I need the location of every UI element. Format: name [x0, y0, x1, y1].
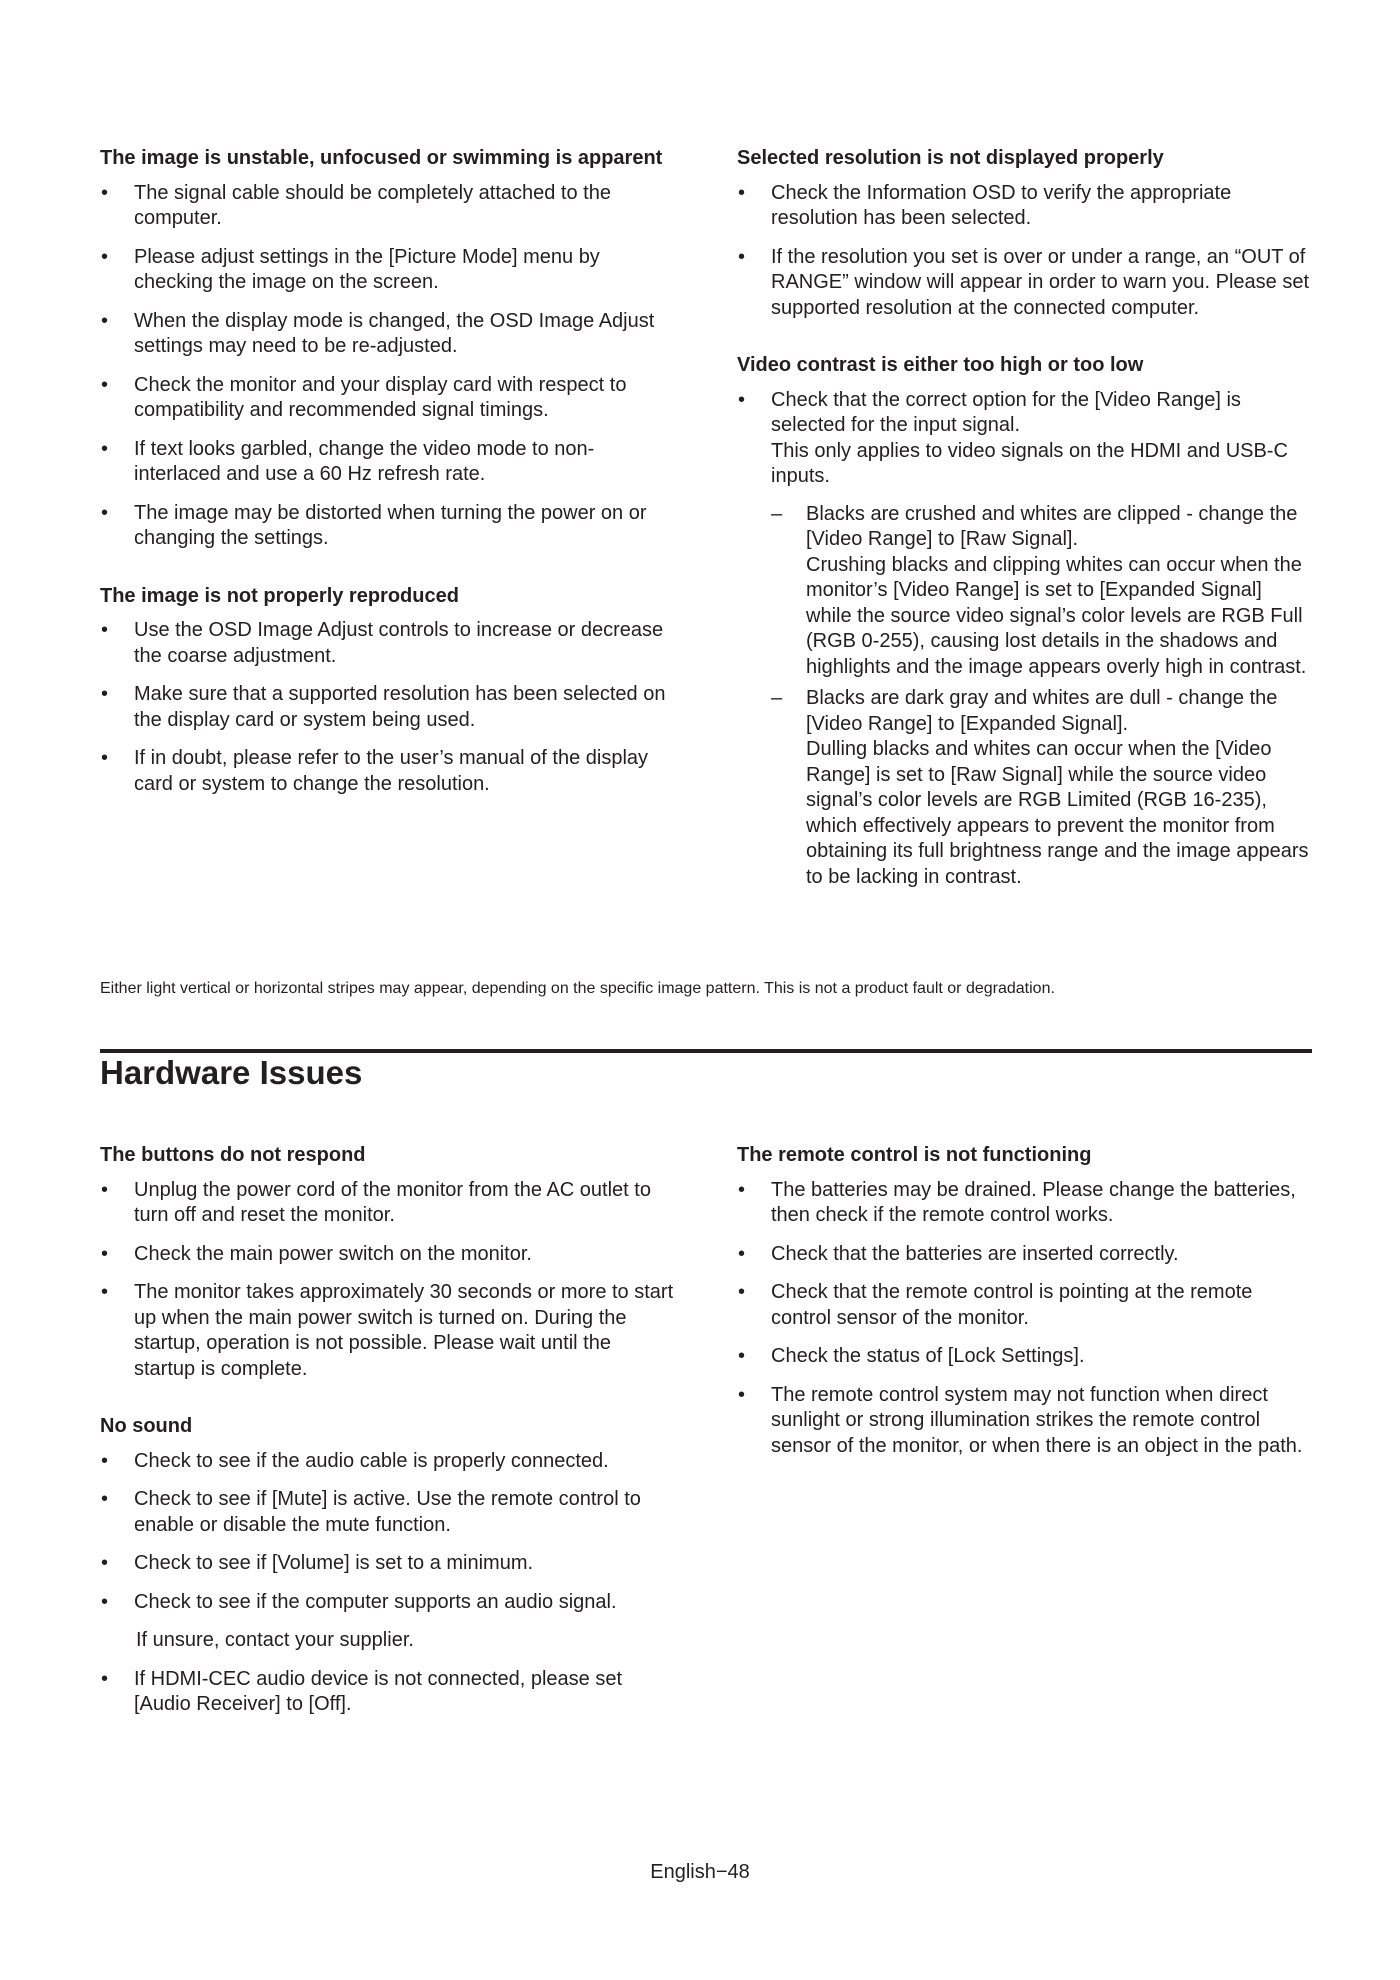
list-item: • Check the main power switch on the monitor.: [100, 1242, 675, 1268]
list-item: • Check the Information OSD to verify the appropriate resolution has been selected.: [737, 181, 1312, 232]
footnote: Either light vertical or horizontal stripes may appear, depending on the specific image pattern. This is not a product fault or degradation.: [100, 980, 1055, 997]
list-item: • Unplug the power cord of the monitor from the AC outlet to turn off and reset the monitor.: [100, 1178, 675, 1229]
list-item: • If in doubt, please refer to the user’s manual of the display card or system to change the resolution.: [100, 746, 675, 797]
item-text: This only applies to video signals on the HDMI and USB-C inputs.: [771, 439, 1288, 487]
dash-item-heading: – Blacks are crushed and whites are clipped - change the [Video Range] to [Raw Signal].: [806, 502, 1298, 550]
list-item: • Check the status of [Lock Settings].: [737, 1344, 1312, 1370]
section-video-contrast: [737, 353, 1312, 890]
list-item: • Check the monitor and your display card with respect to compatibility and recommended signal timings.: [100, 373, 675, 424]
list-item: • The remote control system may not function when direct sunlight or strong illumination strikes the remote control sensor of the monitor, or when there is an object in the path.: [737, 1383, 1312, 1460]
section-title: The image is not properly reproduced: [100, 584, 459, 607]
section-remote-control: [737, 1143, 1312, 1459]
hardware-right-column: [737, 1143, 1312, 1479]
hardware-left-column: [100, 1143, 675, 1738]
list-item: • If text looks garbled, change the video mode to non-interlaced and use a 60 Hz refresh rate.: [100, 437, 675, 488]
section-buttons-not-respond: [100, 1143, 675, 1382]
top-right-column: [737, 146, 1312, 910]
list-item: • Please adjust settings in the [Picture Mode] menu by checking the image on the screen.: [100, 245, 675, 296]
bullet-list: [100, 181, 675, 552]
list-item: • When the display mode is changed, the OSD Image Adjust settings may need to be re-adjusted.: [100, 309, 675, 360]
page-number: English−48: [650, 1861, 750, 1883]
dash-item-text: Crushing blacks and clipping whites can occur when the monitor’s [Video Range] is set to [Expanded Signal] while the source video signal’s color levels are RGB Full (RGB 0-255), causing lost details in the shadows and highlights and the image appears overly high in contrast.: [806, 553, 1307, 678]
section-title: Video contrast is either too high or too low: [737, 354, 1144, 376]
section-title: The buttons do not respond: [100, 1144, 366, 1166]
list-item: • The signal cable should be completely attached to the computer.: [100, 181, 675, 232]
section-title: The remote control is not functioning: [737, 1144, 1092, 1166]
list-note: If unsure, contact your supplier.: [136, 1629, 414, 1651]
page-section-heading: Hardware Issues: [100, 1054, 363, 1091]
list-item: • If the resolution you set is over or under a range, an “OUT of RANGE” window will appear in order to warn you. Please set supported resolution at the connected computer.: [737, 245, 1312, 322]
bullet-list: [737, 181, 1312, 322]
section-image-not-reproduced: [100, 584, 675, 798]
section-title: Selected resolution is not displayed properly: [737, 147, 1164, 169]
list-item: • The monitor takes approximately 30 seconds or more to start up when the main power switch is turned on. During the startup, operation is not possible. Please wait until the startup is complete.: [100, 1280, 675, 1382]
list-item: • If HDMI-CEC audio device is not connected, please set [Audio Receiver] to [Off].: [100, 1667, 675, 1718]
list-item: • Use the OSD Image Adjust controls to increase or decrease the coarse adjustment.: [100, 618, 675, 669]
section-resolution: [737, 146, 1312, 321]
item-text: • Check that the correct option for the [Video Range] is selected for the input signal.: [771, 388, 1241, 436]
dash-item: [771, 686, 1312, 890]
list-item: • The batteries may be drained. Please change the batteries, then check if the remote control works.: [737, 1178, 1312, 1229]
list-item: • Check to see if the audio cable is properly connected.: [100, 1449, 675, 1475]
bullet-list: [100, 618, 675, 797]
dash-list: [771, 502, 1312, 891]
list-item: • Check to see if [Mute] is active. Use the remote control to enable or disable the mute function.: [100, 1487, 675, 1538]
list-item: [737, 388, 1312, 891]
bullet-list: [737, 1178, 1312, 1460]
dash-item-heading: – Blacks are dark gray and whites are dull - change the [Video Range] to [Expanded Signal].: [806, 687, 1278, 735]
section-title: The image is unstable, unfocused or swimming is apparent: [100, 147, 663, 169]
list-item: • Make sure that a supported resolution has been selected on the display card or system being used.: [100, 682, 675, 733]
dash-item-text: Dulling blacks and whites can occur when the [Video Range] is set to [Raw Signal] while the source video signal’s color levels are RGB Limited (RGB 16-235), which effectively appears to prevent the monitor from obtaining its full brightness range and the image appears to be lacking in contrast.: [806, 738, 1309, 888]
top-left-column: [100, 146, 675, 817]
bullet-list: [100, 1178, 675, 1383]
section-no-sound: [100, 1414, 675, 1718]
list-item: • Check to see if the computer supports an audio signal.: [100, 1590, 675, 1616]
list-item: • Check that the remote control is pointing at the remote control sensor of the monitor.: [737, 1280, 1312, 1331]
list-item: • Check that the batteries are inserted correctly.: [737, 1242, 1312, 1268]
bullet-list: [737, 388, 1312, 891]
dash-item: [771, 502, 1312, 681]
bullet-list: [100, 1449, 675, 1718]
section-image-unstable: [100, 146, 675, 552]
section-title: No sound: [100, 1415, 193, 1437]
list-item: • The image may be distorted when turning the power on or changing the settings.: [100, 501, 675, 552]
list-item: • Check to see if [Volume] is set to a minimum.: [100, 1551, 675, 1577]
